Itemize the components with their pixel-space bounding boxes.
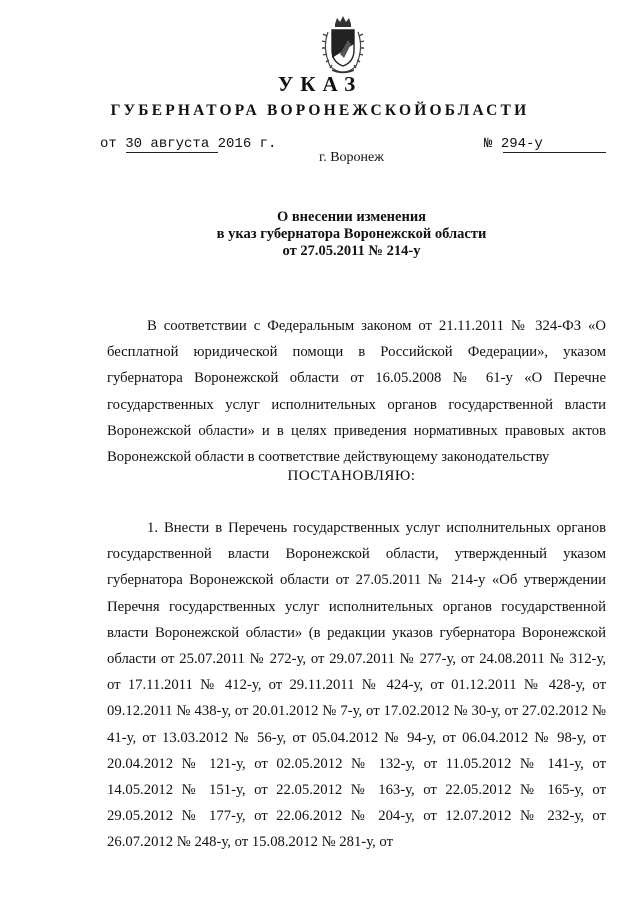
document-title: УКАЗ xyxy=(277,72,363,96)
number-prefix: № xyxy=(484,136,493,152)
date-prefix: от xyxy=(100,136,117,152)
decree-word: ПОСТАНОВЛЯЮ: xyxy=(287,468,416,484)
preamble-paragraph: В соответствии с Федеральным законом от 21.11.2011 № 324-ФЗ «О бесплатной юридической помощи в Российской Федерации», указом губернатора Воронежской области от 16.05.2008 № 61-у «О Перечне государственных услуг исполнительных органов государственной власти Воронежской области» и в целях приведения нормативных правовых актов Воронежской области в соответствие действующему законодательству xyxy=(107,318,606,466)
heading-line-1: О внесении изменения xyxy=(276,209,427,225)
heading-line-3: от 27.05.2011 № 214-у xyxy=(282,243,421,259)
document-date: 30 августа 2016 г. xyxy=(125,136,277,152)
heading-line-2: в указ губернатора Воронежской области xyxy=(216,226,487,242)
document-number: 294-у xyxy=(500,136,543,152)
coat-of-arms-icon xyxy=(318,14,368,76)
document-subtitle: ГУБЕРНАТОРА ВОРОНЕЖСКОЙОБЛАСТИ xyxy=(110,102,530,119)
item-1-paragraph: 1. Внести в Перечень государственных услуг исполнительных органов государственной власти Воронежской области, утвержденный указом губернатора Воронежской области от 27.05.2011 № 214-у «Об утверждении Перечня государственных услуг исполнительных органов государственной власти Воронежской области» (в редакции указов губернатора Воронежской области от 25.07.2011 № 272-у, от 29.07.2011 № 277-у, от 24.08.2011 № 312-у, от 17.11.2011 № 412-у, от 29.11.2011 № 424-у, от 01.12.2011 № 428-у, от 09.12.2011 № 438-у, от 20.01.2012 № 7-у, от 17.02.2012 № 30-у, от 27.02.2012 № 41-у, от 13.03.2012 № 56-у, от 05.04.2012 № 94-у, от 06.04.2012 № 98-у, от 20.04.2012 № 121-у, от 02.05.2012 № 132-у, от 11.05.2012 № 141-у, от 14.05.2012 № 151-у, от 22.05.2012 № 163-у, от 22.05.2012 № 165-у, от 29.05.2012 № 177-у, от 22.06.2012 № 204-у, от 12.07.2012 № 232-у, от 26.07.2012 № 248-у, от 15.08.2012 № 281-у, от xyxy=(107,520,606,851)
document-heading xyxy=(0,209,640,260)
document-city: г. Воронеж xyxy=(319,150,384,165)
